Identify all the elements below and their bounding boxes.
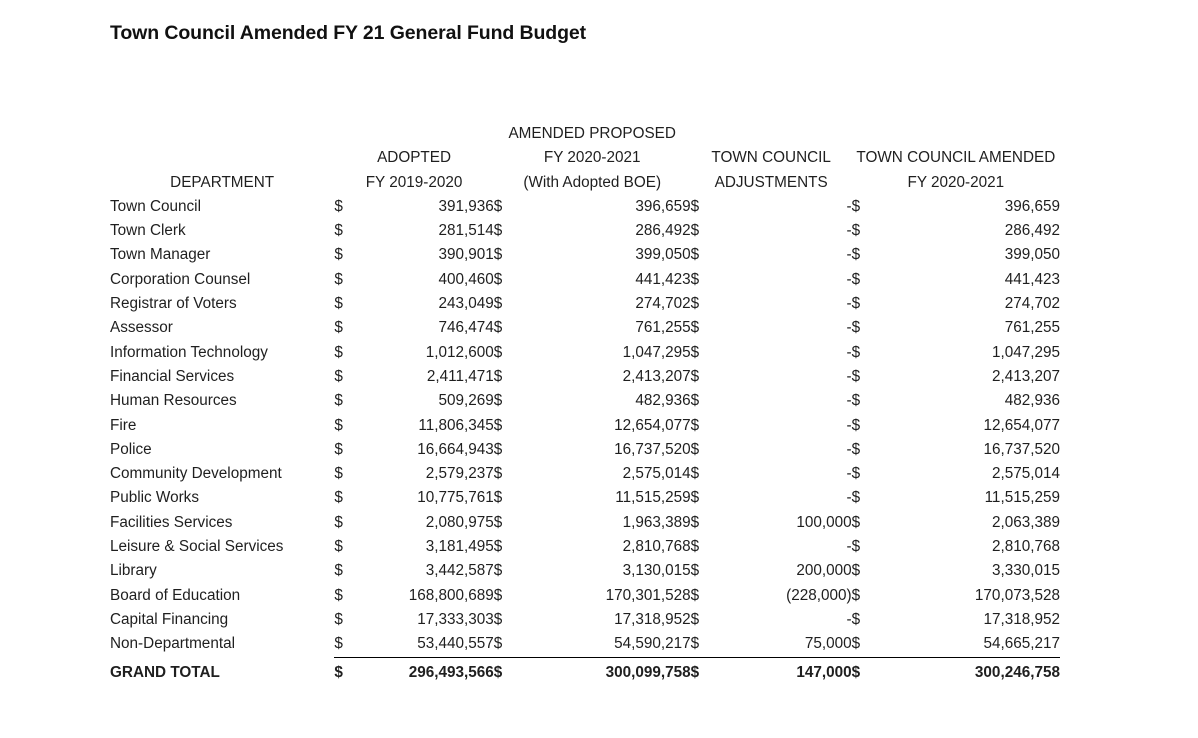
- cell-adjustment: -: [846, 246, 852, 264]
- currency-symbol: $: [493, 416, 503, 434]
- cell-adopted: 3,442,587: [425, 562, 494, 580]
- table-row: [110, 511, 1060, 535]
- currency-symbol: $: [690, 610, 700, 628]
- currency-symbol: $: [493, 635, 503, 653]
- cell-amended: 54,665,217: [983, 635, 1060, 653]
- cell-proposed: 1,963,389: [622, 513, 691, 531]
- header-row: [110, 122, 1060, 195]
- cell-department: Information Technology: [110, 343, 268, 361]
- cell-adopted: 2,080,975: [425, 513, 494, 531]
- cell-adopted: 509,269: [438, 392, 494, 410]
- table-row: [110, 584, 1060, 608]
- column-header-adopted: [334, 122, 493, 195]
- cell-adjustment: -: [846, 610, 852, 628]
- page-title: Town Council Amended FY 21 General Fund Budget: [110, 22, 587, 44]
- column-header-amended-proposed: [494, 122, 691, 195]
- cell-amended: 2,413,207: [991, 367, 1060, 385]
- currency-symbol: $: [334, 367, 343, 385]
- currency-symbol: $: [334, 513, 343, 531]
- currency-symbol: $: [851, 392, 861, 410]
- cell-proposed: 2,810,768: [622, 538, 691, 556]
- table-row: [110, 219, 1060, 243]
- currency-symbol: $: [334, 416, 343, 434]
- currency-symbol: $: [851, 222, 861, 240]
- cell-adopted: 400,460: [438, 270, 494, 288]
- cell-proposed: 2,575,014: [622, 465, 691, 483]
- cell-amended: 482,936: [1004, 392, 1060, 410]
- currency-symbol: $: [493, 663, 503, 681]
- currency-symbol: $: [493, 295, 503, 313]
- cell-department: Non-Departmental: [110, 635, 235, 653]
- cell-adjustment: -: [846, 270, 852, 288]
- cell-adopted: 390,901: [438, 246, 494, 264]
- currency-symbol: $: [493, 343, 503, 361]
- table-row: [110, 316, 1060, 340]
- currency-symbol: $: [851, 270, 861, 288]
- currency-symbol: $: [690, 367, 700, 385]
- table-row: [110, 632, 1060, 656]
- currency-symbol: $: [334, 635, 343, 653]
- currency-symbol: $: [851, 295, 861, 313]
- currency-symbol: $: [334, 343, 343, 361]
- currency-symbol: $: [851, 246, 861, 264]
- cell-proposed: 170,301,528: [605, 586, 691, 604]
- header-adopted-line1: ADOPTED: [377, 149, 452, 167]
- cell-proposed: 399,050: [635, 246, 691, 264]
- cell-amended: 399,050: [1004, 246, 1060, 264]
- cell-adjustment: -: [846, 465, 852, 483]
- cell-amended: 396,659: [1004, 197, 1060, 215]
- currency-symbol: $: [690, 246, 700, 264]
- header-proposed-line3: (With Adopted BOE): [523, 173, 662, 191]
- cell-amended: 274,702: [1004, 295, 1060, 313]
- table-row: [110, 243, 1060, 267]
- table-row: [110, 414, 1060, 438]
- currency-symbol: $: [690, 489, 700, 507]
- grand-total-row: [110, 657, 1060, 685]
- table-row: [110, 365, 1060, 389]
- currency-symbol: $: [334, 562, 343, 580]
- cell-proposed: 17,318,952: [614, 610, 691, 628]
- table-row: [110, 438, 1060, 462]
- cell-department: Town Clerk: [110, 222, 186, 240]
- currency-symbol: $: [851, 197, 861, 215]
- currency-symbol: $: [690, 416, 700, 434]
- currency-symbol: $: [334, 538, 343, 556]
- cell-proposed: 12,654,077: [614, 416, 691, 434]
- table-row: [110, 268, 1060, 292]
- currency-symbol: $: [851, 343, 861, 361]
- cell-adopted: 16,664,943: [417, 440, 494, 458]
- currency-symbol: $: [493, 610, 503, 628]
- currency-symbol: $: [851, 465, 861, 483]
- currency-symbol: $: [851, 663, 861, 681]
- cell-department: Facilities Services: [110, 513, 233, 531]
- cell-department: Fire: [110, 416, 137, 434]
- currency-symbol: $: [690, 465, 700, 483]
- table-row: [110, 462, 1060, 486]
- cell-adopted: 746,474: [438, 319, 494, 337]
- cell-department: Financial Services: [110, 367, 235, 385]
- table-row: [110, 535, 1060, 559]
- currency-symbol: $: [493, 197, 503, 215]
- currency-symbol: $: [690, 440, 700, 458]
- currency-symbol: $: [493, 513, 503, 531]
- cell-adopted: 10,775,761: [417, 489, 494, 507]
- currency-symbol: $: [493, 392, 503, 410]
- currency-symbol: $: [690, 538, 700, 556]
- cell-adopted: 2,411,471: [426, 367, 494, 385]
- cell-department: Public Works: [110, 489, 199, 507]
- cell-adjustment: -: [846, 392, 852, 410]
- cell-department: Library: [110, 562, 157, 580]
- currency-symbol: $: [334, 197, 343, 215]
- grand-total-adopted: 296,493,566: [408, 663, 494, 681]
- cell-adjustment: -: [846, 489, 852, 507]
- header-amended-line2: FY 2020-2021: [907, 173, 1005, 191]
- column-header-adjustments: [691, 122, 852, 195]
- currency-symbol: $: [493, 538, 503, 556]
- header-adopted-line2: FY 2019-2020: [365, 173, 463, 191]
- cell-adopted: 243,049: [438, 295, 494, 313]
- table-row: [110, 486, 1060, 510]
- currency-symbol: $: [334, 319, 343, 337]
- currency-symbol: $: [690, 392, 700, 410]
- currency-symbol: $: [690, 343, 700, 361]
- cell-department: Police: [110, 440, 152, 458]
- currency-symbol: $: [690, 513, 700, 531]
- currency-symbol: $: [690, 270, 700, 288]
- column-header-department: [110, 122, 334, 195]
- currency-symbol: $: [493, 562, 503, 580]
- currency-symbol: $: [851, 416, 861, 434]
- currency-symbol: $: [334, 610, 343, 628]
- cell-department: Leisure & Social Services: [110, 538, 284, 556]
- cell-adopted: 11,806,345: [418, 416, 494, 434]
- currency-symbol: $: [334, 663, 343, 681]
- currency-symbol: $: [690, 197, 700, 215]
- cell-adopted: 2,579,237: [425, 465, 494, 483]
- cell-adjustment: -: [846, 295, 852, 313]
- cell-department: Board of Education: [110, 586, 241, 604]
- cell-department: Town Council: [110, 197, 201, 215]
- table-body: [110, 195, 1060, 685]
- cell-adjustment: -: [846, 319, 852, 337]
- cell-amended: 2,575,014: [991, 465, 1060, 483]
- currency-symbol: $: [851, 367, 861, 385]
- cell-department: Capital Financing: [110, 610, 229, 628]
- currency-symbol: $: [334, 489, 343, 507]
- cell-amended: 3,330,015: [991, 562, 1060, 580]
- cell-proposed: 11,515,259: [615, 489, 691, 507]
- header-proposed-line1: AMENDED PROPOSED: [508, 125, 676, 142]
- currency-symbol: $: [334, 440, 343, 458]
- cell-adjustment: 75,000: [804, 635, 852, 653]
- currency-symbol: $: [493, 586, 503, 604]
- currency-symbol: $: [334, 465, 343, 483]
- cell-adopted: 17,333,303: [417, 610, 494, 628]
- header-amended-line1: TOWN COUNCIL AMENDED: [856, 149, 1056, 167]
- currency-symbol: $: [851, 440, 861, 458]
- currency-symbol: $: [690, 319, 700, 337]
- table-row: [110, 608, 1060, 632]
- cell-proposed: 482,936: [635, 392, 691, 410]
- currency-symbol: $: [851, 538, 861, 556]
- cell-adjustment: -: [846, 197, 852, 215]
- currency-symbol: $: [851, 513, 861, 531]
- cell-department: Human Resources: [110, 392, 237, 410]
- currency-symbol: $: [690, 586, 700, 604]
- cell-amended: 16,737,520: [983, 440, 1060, 458]
- currency-symbol: $: [493, 465, 503, 483]
- cell-proposed: 286,492: [635, 222, 691, 240]
- table-header: [110, 122, 1060, 195]
- cell-adjustment: -: [846, 367, 852, 385]
- currency-symbol: $: [493, 440, 503, 458]
- cell-adopted: 53,440,557: [417, 635, 494, 653]
- cell-adjustment: (228,000): [786, 586, 852, 604]
- cell-amended: 761,255: [1004, 319, 1060, 337]
- cell-adjustment: -: [846, 416, 852, 434]
- grand-total-adjustment: 147,000: [796, 663, 852, 681]
- cell-proposed: 441,423: [635, 270, 691, 288]
- currency-symbol: $: [334, 222, 343, 240]
- grand-total-label: GRAND TOTAL: [110, 663, 220, 681]
- cell-proposed: 3,130,015: [622, 562, 691, 580]
- cell-adjustment: -: [846, 440, 852, 458]
- cell-amended: 12,654,077: [983, 416, 1060, 434]
- currency-symbol: $: [690, 635, 700, 653]
- table-row: [110, 195, 1060, 219]
- currency-symbol: $: [851, 635, 861, 653]
- currency-symbol: $: [334, 270, 343, 288]
- cell-adopted: 391,936: [438, 197, 494, 215]
- cell-amended: 11,515,259: [984, 489, 1060, 507]
- cell-proposed: 1,047,295: [622, 343, 691, 361]
- currency-symbol: $: [851, 562, 861, 580]
- currency-symbol: $: [493, 270, 503, 288]
- currency-symbol: $: [493, 319, 503, 337]
- cell-proposed: 761,255: [635, 319, 691, 337]
- currency-symbol: $: [690, 663, 700, 681]
- table-row: [110, 341, 1060, 365]
- cell-department: Town Manager: [110, 246, 211, 264]
- cell-adjustment: -: [846, 222, 852, 240]
- currency-symbol: $: [493, 489, 503, 507]
- cell-proposed: 16,737,520: [614, 440, 691, 458]
- cell-proposed: 54,590,217: [614, 635, 691, 653]
- currency-symbol: $: [851, 610, 861, 628]
- currency-symbol: $: [493, 367, 503, 385]
- cell-amended: 1,047,295: [991, 343, 1060, 361]
- cell-department: Registrar of Voters: [110, 295, 237, 313]
- cell-proposed: 2,413,207: [622, 367, 691, 385]
- cell-amended: 170,073,528: [974, 586, 1060, 604]
- header-adjustments-line1: TOWN COUNCIL: [711, 149, 831, 167]
- currency-symbol: $: [851, 489, 861, 507]
- currency-symbol: $: [334, 392, 343, 410]
- currency-symbol: $: [334, 295, 343, 313]
- header-adjustments-line2: ADJUSTMENTS: [714, 173, 828, 191]
- column-header-amended: [852, 122, 1060, 195]
- currency-symbol: $: [690, 295, 700, 313]
- cell-amended: 286,492: [1004, 222, 1060, 240]
- cell-proposed: 396,659: [635, 197, 691, 215]
- cell-adopted: 281,514: [438, 222, 494, 240]
- currency-symbol: $: [690, 562, 700, 580]
- currency-symbol: $: [334, 246, 343, 264]
- grand-total-proposed: 300,099,758: [605, 663, 691, 681]
- cell-proposed: 274,702: [635, 295, 691, 313]
- cell-amended: 2,063,389: [991, 513, 1060, 531]
- cell-department: Corporation Counsel: [110, 270, 251, 288]
- table-row: [110, 389, 1060, 413]
- header-department-label: DEPARTMENT: [170, 173, 275, 191]
- grand-total-amended: 300,246,758: [974, 663, 1060, 681]
- cell-adjustment: -: [846, 538, 852, 556]
- currency-symbol: $: [493, 222, 503, 240]
- currency-symbol: $: [334, 586, 343, 604]
- currency-symbol: $: [851, 319, 861, 337]
- table-row: [110, 292, 1060, 316]
- cell-adopted: 3,181,495: [425, 538, 494, 556]
- table-row: [110, 559, 1060, 583]
- cell-adjustment: 100,000: [796, 513, 852, 531]
- cell-adjustment: 200,000: [796, 562, 852, 580]
- cell-amended: 2,810,768: [991, 538, 1060, 556]
- cell-adopted: 1,012,600: [425, 343, 494, 361]
- header-proposed-line2: FY 2020-2021: [543, 149, 641, 167]
- cell-adjustment: -: [846, 343, 852, 361]
- cell-amended: 17,318,952: [983, 610, 1060, 628]
- cell-department: Community Development: [110, 465, 282, 483]
- currency-symbol: $: [493, 246, 503, 264]
- cell-amended: 441,423: [1004, 270, 1060, 288]
- currency-symbol: $: [690, 222, 700, 240]
- budget-table: [110, 122, 1060, 685]
- cell-adopted: 168,800,689: [408, 586, 494, 604]
- currency-symbol: $: [851, 586, 861, 604]
- cell-department: Assessor: [110, 319, 173, 337]
